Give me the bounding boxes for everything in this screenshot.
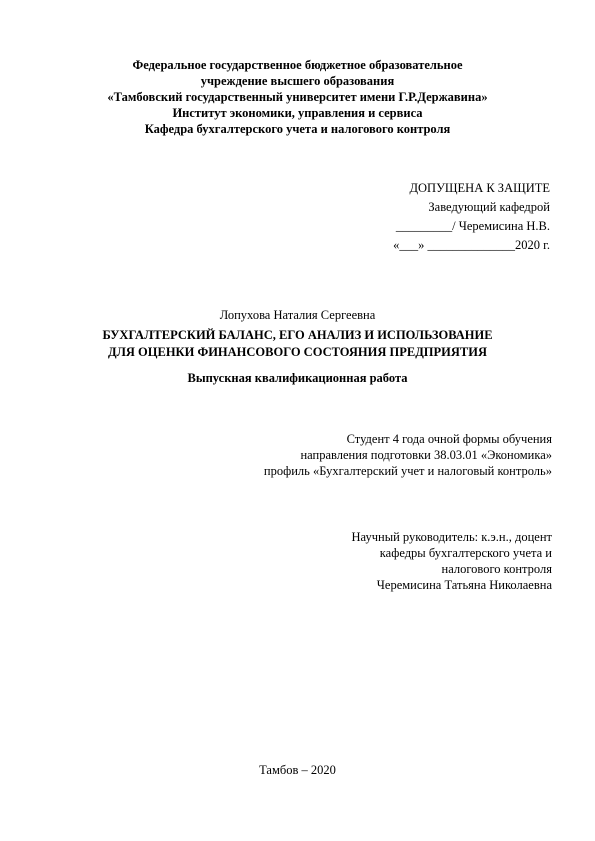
student-line-2: направления подготовки 38.03.01 «Экономика»	[300, 448, 552, 462]
approval-position: Заведующий кафедрой	[428, 200, 550, 214]
work-type: Выпускная квалификационная работа	[187, 371, 408, 385]
supervisor-line-2: кафедры бухгалтерского учета и	[379, 546, 552, 560]
header-line-1: Федеральное государственное бюджетное образовательное	[132, 58, 463, 72]
header-line-2: учреждение высшего образования	[200, 74, 395, 88]
student-line-1: Студент 4 года очной формы обучения	[346, 432, 552, 446]
supervisor-line-4: Черемисина Татьяна Николаевна	[376, 578, 552, 592]
footer-city-year: Тамбов – 2020	[259, 763, 336, 777]
approval-signature: _________/ Черемисина Н.В.	[395, 219, 550, 233]
header-line-4: Институт экономики, управления и сервиса	[172, 106, 423, 120]
author-name: Лопухова Наталия Сергеевна	[219, 308, 376, 322]
approval-date: «___» ______________2020 г.	[393, 238, 550, 252]
student-line-3: профиль «Бухгалтерский учет и налоговый контроль»	[263, 464, 552, 478]
thesis-title-line-2: ДЛЯ ОЦЕНКИ ФИНАНСОВОГО СОСТОЯНИЯ ПРЕДПРИЯТИЯ	[107, 345, 488, 359]
supervisor-line-1: Научный руководитель: к.э.н., доцент	[351, 530, 552, 544]
header-line-5: Кафедра бухгалтерского учета и налогового контроля	[144, 122, 451, 136]
supervisor-line-3: налогового контроля	[441, 562, 552, 576]
thesis-title-line-1: БУХГАЛТЕРСКИЙ БАЛАНС, ЕГО АНАЛИЗ И ИСПОЛЬЗОВАНИЕ	[102, 328, 493, 342]
approval-title: ДОПУЩЕНА К ЗАЩИТЕ	[409, 181, 550, 195]
header-line-3: «Тамбовский государственный университет имени Г.Р.Державина»	[107, 90, 488, 104]
